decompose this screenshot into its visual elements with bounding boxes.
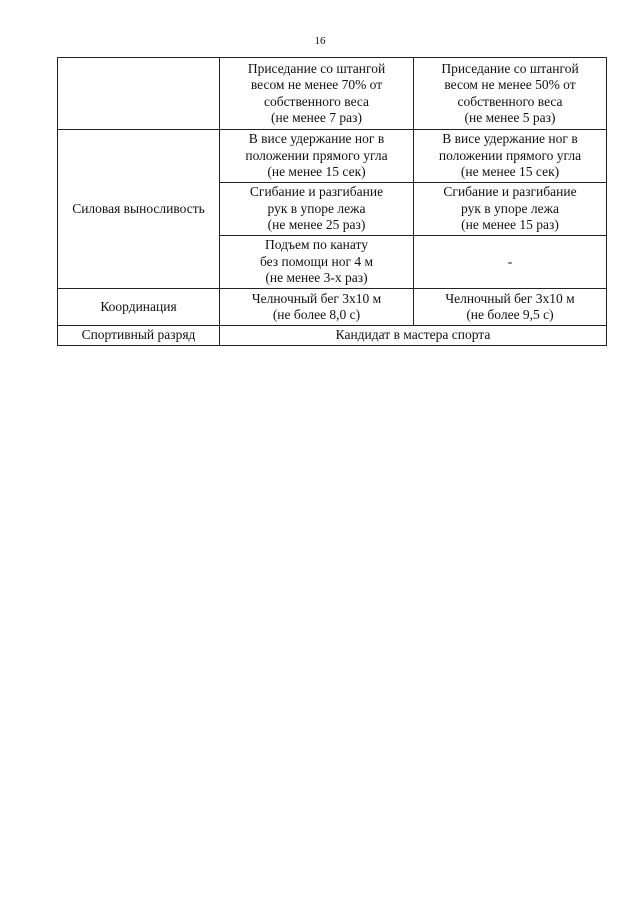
category-cell-empty [58,58,220,130]
norm-cell-col1 [220,183,414,236]
cell-text-line: (не менее 15 сек) [460,164,560,180]
cell-text-line: В висе удержание ног в [442,131,578,147]
cell-text-line: (не менее 3-х раз) [265,270,368,286]
category-cell-sports-rank: Спортивный разряд [58,326,220,346]
cell-text-line: без помощи ног 4 м [259,253,374,269]
cell-text-line: (не более 9,5 с) [466,307,554,322]
cell-text-line: Сгибание и разгибание [249,184,384,200]
cell-text-line: собственного веса [263,93,370,109]
page-number: 16 [314,35,326,47]
category-cell-strength-endurance: Силовая выносливость [58,130,220,289]
cell-text-line: (не менее 15 раз) [461,217,559,233]
norm-cell-col2 [414,236,607,289]
cell-text-line: В висе удержание ног в [248,131,385,147]
cell-text-line: Приседание со штангой [247,60,386,76]
cell-text-line: (не менее 25 раз) [267,217,366,233]
norm-cell-col1 [220,289,414,326]
cell-text-line: (не менее 5 раз) [464,110,556,125]
standards-table [57,57,607,346]
cell-text-line: (не менее 7 раз) [271,110,362,125]
cell-text-line: рук в упоре лежа [461,200,559,216]
norm-cell-col1 [220,236,414,289]
norm-cell-col2 [414,289,607,326]
cell-text-line: (не более 8,0 с) [272,307,361,322]
cell-text-line: собственного веса [457,93,563,109]
cell-text-line: Подъем по канату [265,237,368,253]
category-cell-coordination: Координация [58,289,220,326]
merged-rank-cell: Кандидат в мастера спорта [220,326,607,346]
cell-text-line: Челночный бег 3х10 м [251,290,382,306]
table-row [58,326,607,346]
norm-cell-col1 [220,58,414,130]
norm-cell-col1 [220,130,414,183]
cell-text-line: весом не менее 70% от [250,77,383,92]
cell-text-line: Челночный бег 3х10 м [445,290,575,306]
cell-text-line: положении прямого угла [438,147,582,163]
norm-cell-col2 [414,130,607,183]
cell-text-line: положении прямого угла [245,147,388,163]
norm-cell-col2 [414,183,607,236]
cell-text-line: рук в упоре лежа [267,200,366,216]
table-row [58,289,607,326]
cell-text-line: - [507,253,513,269]
norm-cell-col2 [414,58,607,130]
cell-text-line: Приседание со штангой [441,60,579,76]
cell-text-line: весом не менее 50% от [444,77,576,92]
table-row [58,58,607,130]
cell-text-line: (не менее 15 сек) [267,164,366,180]
table-row [58,130,607,183]
cell-text-line: Сгибание и разгибание [443,184,577,200]
